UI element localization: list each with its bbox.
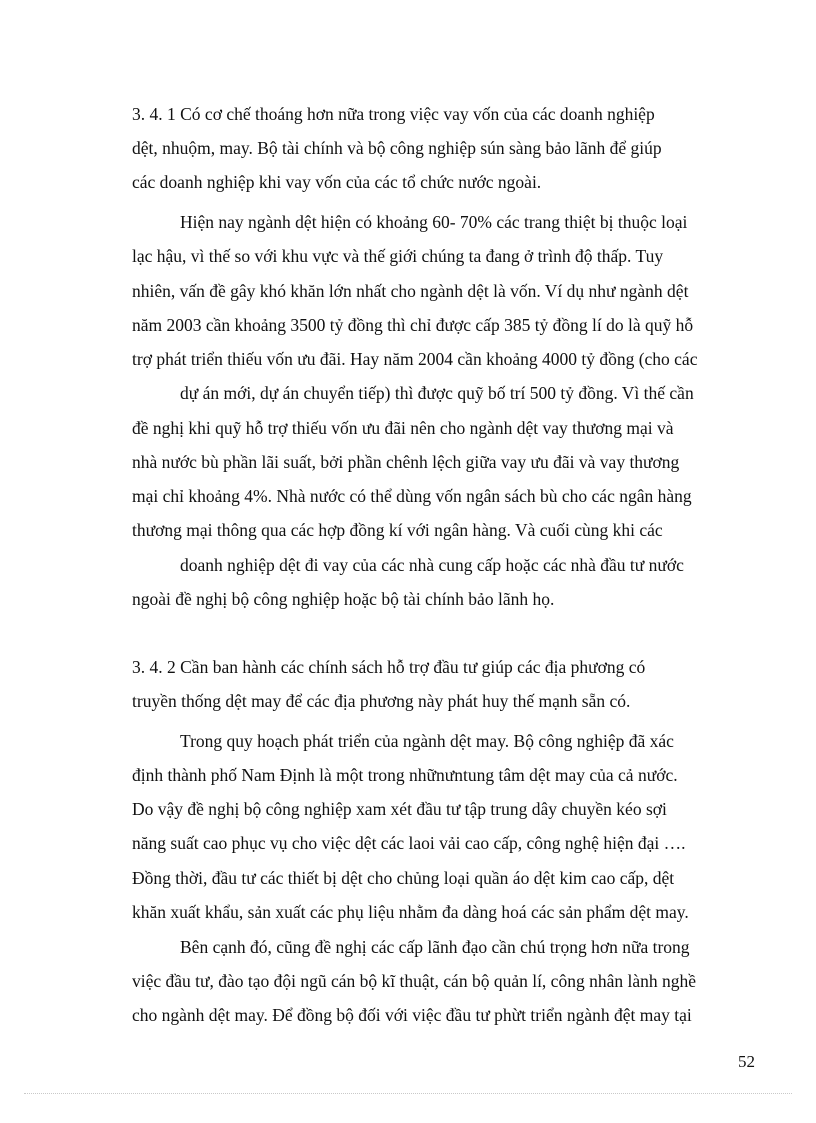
paragraph-1-line-3: nhiên, vấn đề gây khó khăn lớn nhất cho ngành dệt là vốn. Ví dụ như ngành dệt [132, 281, 689, 301]
paragraph-1-line-9: mại chỉ khoảng 4%. Nhà nước có thể dùng vốn ngân sách bù cho các ngân hàng [132, 486, 692, 506]
paragraph-1-line-10: thương mại thông qua các hợp đồng kí với ngân hàng. Và cuối cùng khi các [132, 520, 663, 540]
paragraph-1-line-6: dự án mới, dự án chuyển tiếp) thì được quỹ bố trí 500 tỷ đồng. Vì thế cần [180, 383, 694, 403]
paragraph-1-line-2: lạc hậu, vì thế so với khu vực và thế giới chúng ta đang ở trình độ thấp. Tuy [132, 246, 664, 266]
paragraph-2-line-2: định thành phố Nam Định là một trong nhữnưntung tâm dệt may của cả nước. [132, 765, 678, 785]
paragraph-3-line-3: cho ngành dệt may. Để đồng bộ đối với việc đầu tư phừt triển ngành đệt may tại [132, 1005, 692, 1025]
paragraph-3-line-2: việc đầu tư, đào tạo đội ngũ cán bộ kĩ thuật, cán bộ quản lí, công nhân lành nghề [132, 971, 696, 991]
paragraph-2-line-4: năng suất cao phục vụ cho việc dệt các laoi vải cao cấp, công nghệ hiện đại …. [132, 833, 686, 853]
section-3-4-2-heading-line-2: truyền thống dệt may để các địa phương này phát huy thế mạnh sẵn có. [132, 691, 631, 711]
paragraph-2-line-5: Đồng thời, đầu tư các thiết bị dệt cho chủng loại quần áo dệt kim cao cấp, dệt [132, 868, 675, 888]
paragraph-2-line-1: Trong quy hoạch phát triển của ngành dệt may. Bộ công nghiệp đã xác [180, 731, 674, 751]
section-3-4-1-heading-line-3: các doanh nghiệp khi vay vốn của các tổ chức nước ngoài. [132, 172, 542, 192]
paragraph-2-line-6: khăn xuất khẩu, sản xuất các phụ liệu nhằm đa dàng hoá các sản phẩm dệt may. [132, 902, 689, 922]
page-bottom-border [24, 1093, 792, 1094]
paragraph-1-line-5: trợ phát triển thiếu vốn ưu đãi. Hay năm 2004 cần khoảng 4000 tỷ đồng (cho các [132, 349, 698, 369]
section-3-4-1-heading-line-2: dệt, nhuộm, may. Bộ tài chính và bộ công nghiệp sún sàng bảo lãnh để giúp [132, 138, 662, 158]
page-number: 52 [738, 1052, 755, 1071]
paragraph-1-line-1: Hiện nay ngành dệt hiện có khoảng 60- 70% các trang thiệt bị thuộc loại [180, 212, 688, 232]
paragraph-1-line-12: ngoài đề nghị bộ công nghiệp hoặc bộ tài chính bảo lãnh họ. [132, 589, 555, 609]
paragraph-2-line-3: Do vậy đề nghị bộ công nghiệp xam xét đầu tư tập trung dây chuyền kéo sợi [132, 799, 667, 819]
section-3-4-1-heading-line-1: 3. 4. 1 Có cơ chế thoáng hơn nữa trong việc vay vốn của các doanh nghiệp [132, 104, 655, 124]
section-3-4-2-heading-line-1: 3. 4. 2 Cần ban hành các chính sách hỗ trợ đầu tư giúp các địa phương có [132, 657, 646, 677]
paragraph-1-line-8: nhà nước bù phần lãi suất, bởi phần chênh lệch giữa vay ưu đãi và vay thương [132, 452, 680, 472]
paragraph-1-line-4: năm 2003 cần khoảng 3500 tỷ đồng thì chỉ được cấp 385 tỷ đồng lí do là quỹ hỗ [132, 315, 694, 335]
paragraph-1-line-11: doanh nghiệp dệt đi vay của các nhà cung cấp hoặc các nhà đầu tư nước [180, 555, 684, 575]
paragraph-3-line-1: Bên cạnh đó, cũng đề nghị các cấp lãnh đạo cần chú trọng hơn nữa trong [180, 937, 690, 957]
paragraph-1-line-7: đề nghị khi quỹ hỗ trợ thiếu vốn ưu đãi nên cho ngành dệt vay thương mại và [132, 418, 674, 438]
